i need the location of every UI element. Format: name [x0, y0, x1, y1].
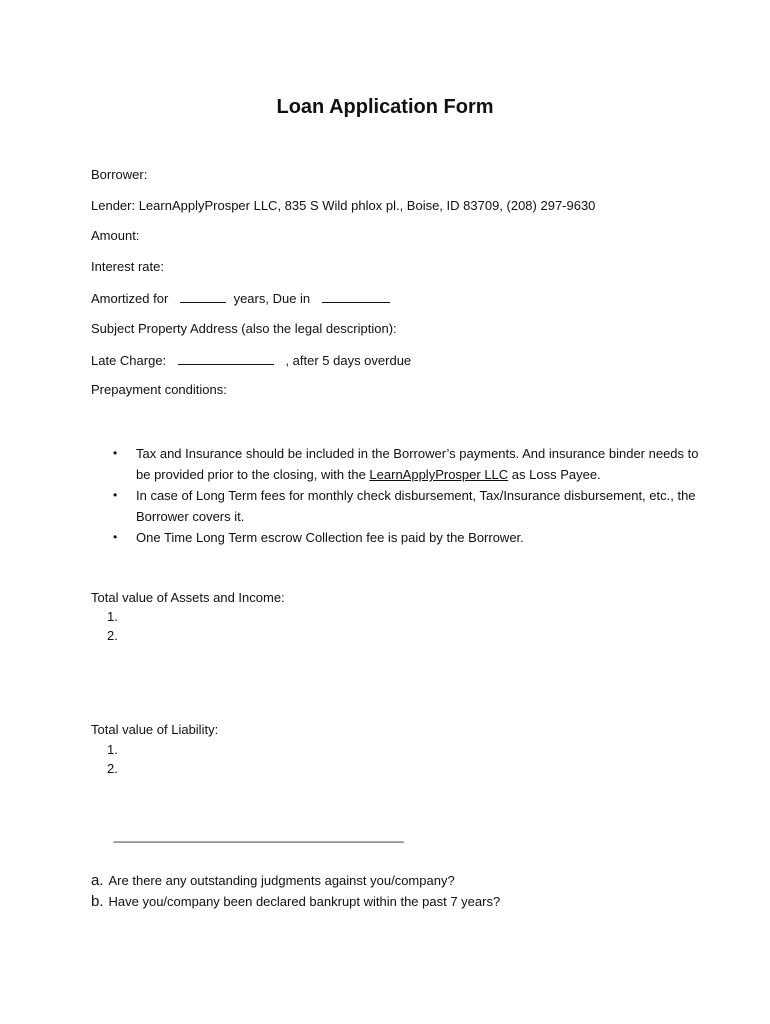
late-charge-row: [91, 352, 411, 368]
assets-label: Total value of Assets and Income:: [91, 590, 285, 605]
amortized-mid: years, Due in: [233, 291, 311, 306]
bullet-text: In case of Long Term fees for monthly check disbursement, Tax/Insurance disbursement, etc., the Borrower covers it.: [136, 488, 696, 524]
bullet-marker: •: [113, 530, 118, 544]
list-item: [91, 443, 701, 485]
amortized-years-blank[interactable]: [180, 290, 226, 303]
question-b: [91, 893, 500, 910]
liability-item-2: 2.: [107, 761, 118, 776]
liability-item-1: 1.: [107, 742, 118, 757]
assets-item-1: 1.: [107, 609, 118, 624]
list-item: [91, 527, 701, 548]
bullet-text: Tax and Insurance should be included in the Borrower’s payments. And insurance binder needs to be provided prior to the closing, with the: [136, 446, 699, 482]
amortized-prefix: Amortized for: [91, 291, 169, 306]
prepayment-conditions-list: [91, 443, 701, 548]
late-charge-suffix: , after 5 days overdue: [285, 353, 412, 368]
question-a: [91, 872, 455, 889]
lender-line: Lender: LearnApplyProsper LLC, 835 S Wild phlox pl., Boise, ID 83709, (208) 297-9630: [91, 198, 596, 213]
question-a-marker: a.: [91, 872, 104, 889]
prepayment-label: Prepayment conditions:: [91, 382, 227, 397]
separator-line: -------------------------------------------------------------------------------------------------------------: [113, 836, 404, 848]
assets-item-2: 2.: [107, 628, 118, 643]
due-in-blank[interactable]: [322, 290, 390, 303]
list-item: [91, 485, 701, 527]
question-b-marker: b.: [91, 893, 104, 910]
form-title: Loan Application Form: [276, 96, 494, 118]
borrower-label: Borrower:: [91, 167, 148, 182]
liability-label: Total value of Liability:: [91, 722, 219, 737]
late-charge-blank[interactable]: [178, 352, 274, 365]
bullet-marker: •: [113, 488, 118, 502]
bullet-text: One Time Long Term escrow Collection fee is paid by the Borrower.: [136, 530, 524, 545]
question-b-text: Have you/company been declared bankrupt within the past 7 years?: [108, 894, 501, 909]
interest-rate-label: Interest rate:: [91, 259, 164, 274]
lender-name-link: LearnApplyProsper LLC: [369, 467, 509, 482]
bullet-text: as Loss Payee.: [508, 467, 601, 482]
amortized-row: [91, 290, 390, 306]
bullet-marker: •: [113, 446, 118, 460]
subject-property-label: Subject Property Address (also the legal description):: [91, 321, 397, 336]
late-charge-prefix: Late Charge:: [91, 353, 167, 368]
amount-label: Amount:: [91, 228, 140, 243]
question-a-text: Are there any outstanding judgments against you/company?: [108, 873, 455, 888]
